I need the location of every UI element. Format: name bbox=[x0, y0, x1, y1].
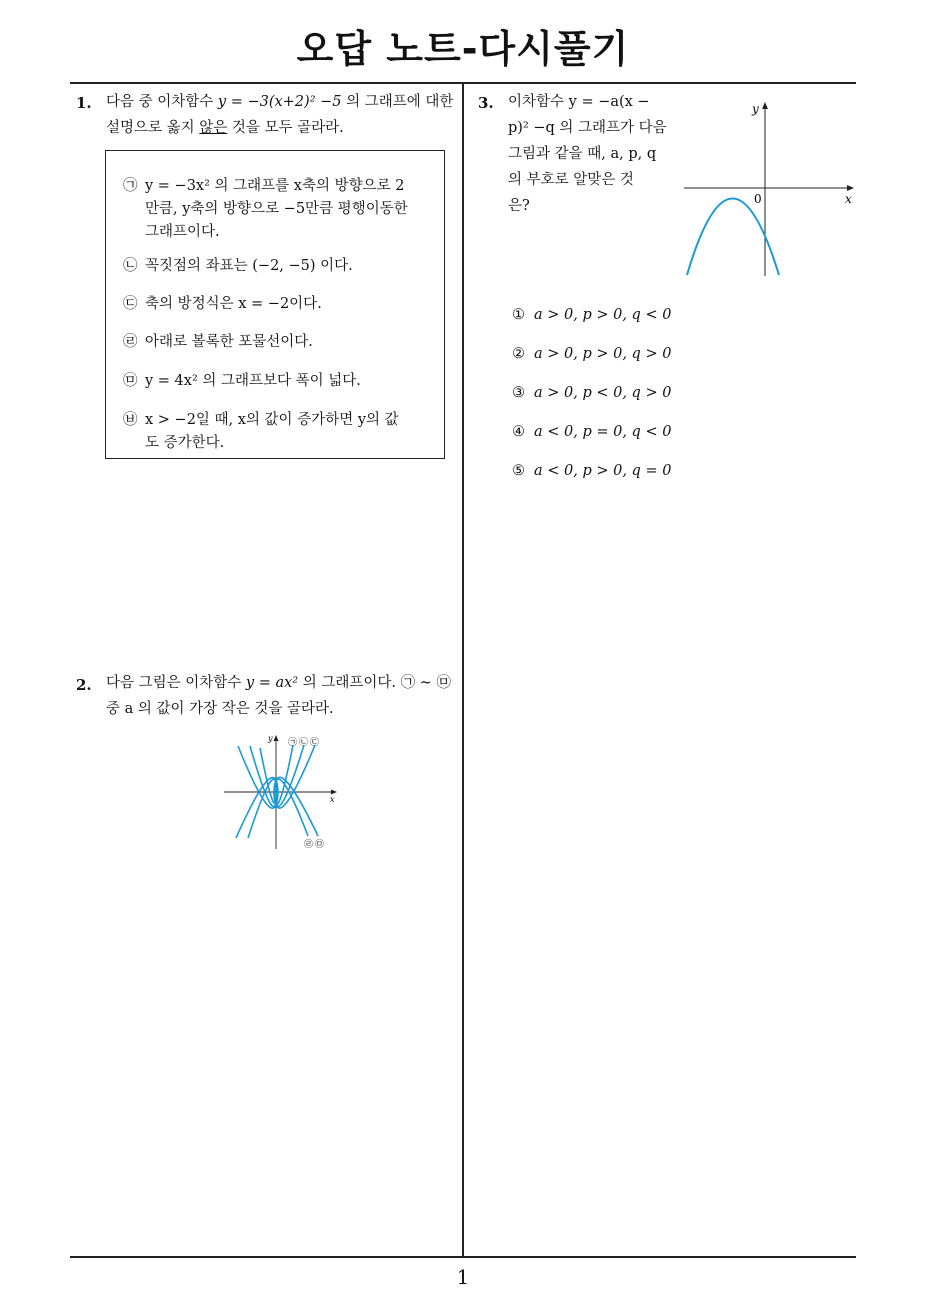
q1-item-text: 도 증가한다. bbox=[145, 435, 225, 451]
q2-stem-line2: 중 a 의 값이 가장 작은 것을 골라라. bbox=[106, 701, 334, 717]
marker-giyeok: ㉠ bbox=[123, 178, 138, 194]
q1-item-5 bbox=[123, 370, 433, 393]
q1-item-text: x > −2일 때, x의 값이 증가하면 y의 값 bbox=[145, 412, 399, 428]
marker-nieun: ㉡ bbox=[123, 258, 138, 274]
q1-item-6 bbox=[123, 409, 433, 455]
q1-stem-text: 의 그래프에 대한 bbox=[341, 94, 454, 110]
q3-stem-line: 그림과 같을 때, a, p, q bbox=[508, 146, 657, 162]
marker-bieup: ㉥ bbox=[123, 412, 138, 428]
q3-stem-line: 이차함수 y = −a(x − bbox=[508, 94, 650, 110]
choice-marker: ④ bbox=[512, 424, 525, 440]
q1-stem-text: 것을 모두 골라라. bbox=[227, 120, 344, 136]
q1-stem-text: 다음 중 이차함수 bbox=[106, 94, 218, 110]
q1-item-line bbox=[123, 198, 433, 221]
q1-function: y = −3(x+2)² −5 bbox=[217, 94, 342, 110]
choice-marker: ⑤ bbox=[512, 463, 525, 479]
q3-stem bbox=[508, 89, 673, 219]
marker-rieul: ㉣ bbox=[123, 334, 138, 350]
q3-stem-line: 은? bbox=[508, 198, 530, 214]
marker-digeut: ㉢ bbox=[123, 296, 138, 312]
q3-choices bbox=[512, 307, 712, 502]
curve-label-4: ㉣ bbox=[304, 840, 314, 850]
curve-mid-up-left bbox=[250, 746, 277, 806]
curve-label-3: ㉢ bbox=[310, 738, 320, 748]
q1-item-line bbox=[123, 409, 433, 432]
q2-function: y = ax² bbox=[245, 675, 299, 691]
page-title: 오답 노트-다시풀기 bbox=[296, 27, 630, 71]
curve-label-2: ㉡ bbox=[299, 738, 309, 748]
q2-stem-line1 bbox=[106, 670, 462, 696]
q1-item-text: y = −3x² 의 그래프를 x축의 방향으로 2 bbox=[145, 178, 405, 194]
q1-item-text: 꼭짓점의 좌표는 (−2, −5) 이다. bbox=[145, 258, 353, 274]
q2-stem bbox=[106, 670, 462, 722]
page-number: 1 bbox=[456, 1265, 470, 1289]
choice-text: a < 0, p > 0, q = 0 bbox=[534, 463, 672, 479]
marker-mieum: ㉤ bbox=[123, 373, 138, 389]
q2-stem-text: 다음 그림은 이차함수 bbox=[106, 675, 246, 691]
q1-item-line bbox=[123, 432, 433, 455]
q1-item-4 bbox=[123, 331, 433, 354]
curve-label-1: ㉠ bbox=[288, 738, 298, 748]
choice-4[interactable] bbox=[512, 424, 712, 463]
column-divider bbox=[462, 83, 464, 1257]
x-axis-label: x bbox=[845, 192, 852, 206]
x-axis-arrow bbox=[847, 185, 854, 191]
q1-item-text: 아래로 볼록한 포물선이다. bbox=[145, 334, 313, 350]
y-axis-arrow bbox=[274, 735, 279, 741]
q1-stem-line1 bbox=[106, 89, 462, 115]
q2-stem-text: 의 그래프이다. ㉠ ~ ㉤ bbox=[298, 675, 451, 691]
choice-text: a > 0, p > 0, q < 0 bbox=[534, 307, 672, 323]
choice-text: a < 0, p = 0, q < 0 bbox=[534, 424, 672, 440]
q1-stem bbox=[106, 89, 462, 141]
curve-g2 bbox=[274, 745, 304, 806]
q2-number: 2. bbox=[76, 676, 92, 694]
x-axis-arrow bbox=[331, 790, 337, 795]
q1-item-text: 그래프이다. bbox=[145, 224, 220, 240]
choice-3[interactable] bbox=[512, 385, 712, 424]
q1-stem-text: 설명으로 옳지 bbox=[106, 120, 200, 136]
y-axis-label: y bbox=[268, 734, 273, 743]
q1-item-line bbox=[123, 175, 433, 198]
q1-number: 1. bbox=[76, 94, 92, 112]
q1-item-text: 축의 방정식은 x = −2이다. bbox=[145, 296, 322, 312]
q1-item-line bbox=[123, 221, 433, 244]
y-axis-arrow bbox=[762, 102, 768, 109]
q1-item-text: 만큼, y축의 방향으로 −5만큼 평행이동한 bbox=[145, 201, 408, 217]
choice-5[interactable] bbox=[512, 463, 712, 502]
choice-text: a > 0, p < 0, q > 0 bbox=[534, 385, 672, 401]
q3-graph bbox=[680, 98, 860, 278]
q1-underlined-word: 않은 bbox=[199, 120, 228, 136]
q1-item-1 bbox=[123, 175, 433, 244]
q1-item-text: y = 4x² 의 그래프보다 폭이 넓다. bbox=[145, 373, 361, 389]
q2-graph bbox=[218, 732, 342, 854]
q3-number: 3. bbox=[478, 94, 494, 112]
choice-2[interactable] bbox=[512, 346, 712, 385]
curve-label-5: ㉤ bbox=[315, 840, 325, 850]
q1-item-3 bbox=[123, 293, 433, 316]
q3-stem-line: 의 부호로 알맞은 것 bbox=[508, 172, 634, 188]
choice-marker: ② bbox=[512, 346, 525, 362]
footer-rule bbox=[70, 1256, 856, 1258]
choice-marker: ③ bbox=[512, 385, 525, 401]
y-axis-label: y bbox=[752, 102, 759, 116]
q3-stem-line: p)² −q 의 그래프가 다음 bbox=[508, 120, 667, 136]
origin-label: 0 bbox=[754, 192, 762, 206]
choice-marker: ① bbox=[512, 307, 525, 323]
choice-1[interactable] bbox=[512, 307, 712, 346]
q1-stem-line2 bbox=[106, 115, 462, 141]
q1-item-2 bbox=[123, 255, 433, 278]
x-axis-label: x bbox=[330, 795, 335, 804]
choice-text: a > 0, p > 0, q > 0 bbox=[534, 346, 672, 362]
